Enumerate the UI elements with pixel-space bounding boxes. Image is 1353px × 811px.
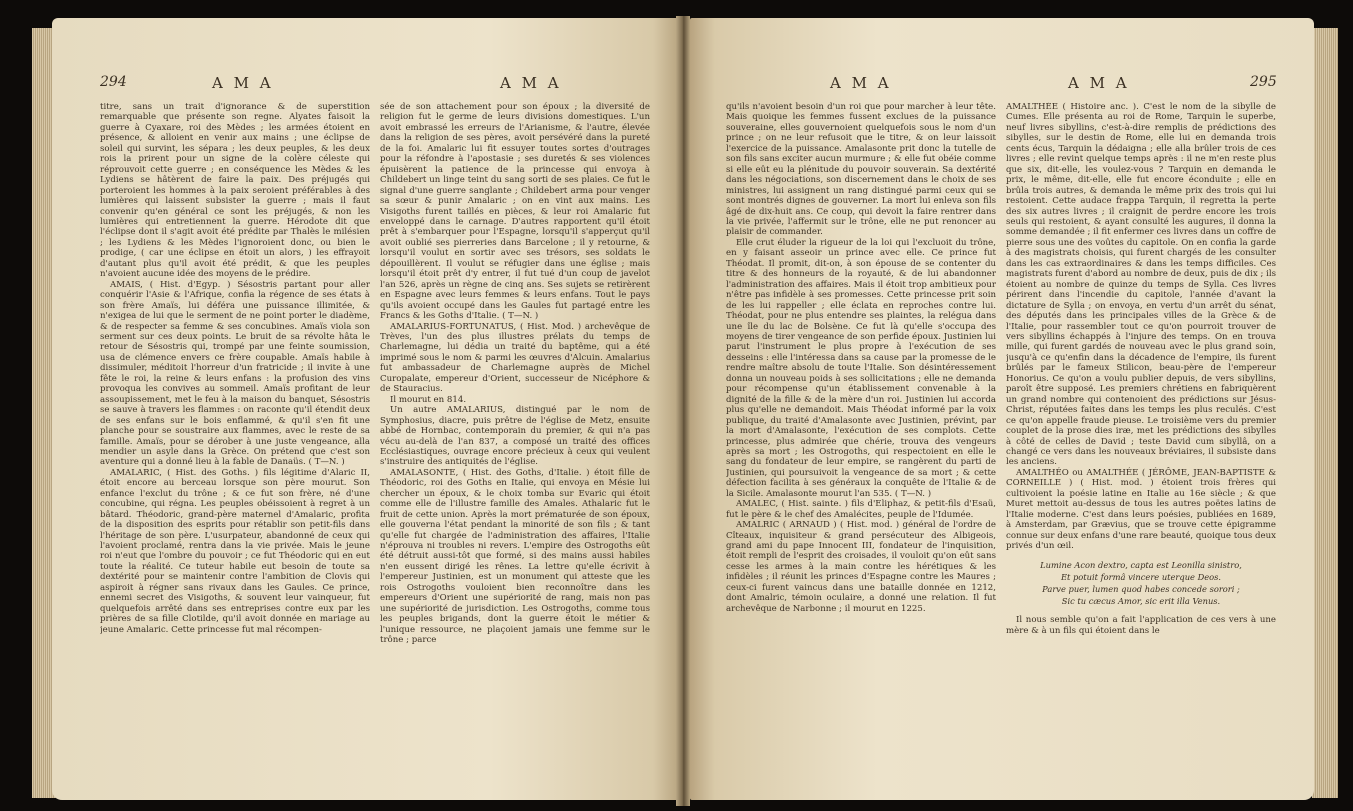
- paragraph: AMALTHÉE ( Histoire anc. ). C'est le nom de la sibylle de Cumes. Elle présenta au roi de Rome, Tarquin le superbe, neuf livres sibyllins, c'est-à-dire remplis de prédictions des sibylles, sur le destin de Rome, elle lui en demanda trois cents écus, Tarquin la dédaigna ; elle alla brûler trois de ces livres ; elle revint quelque temps après : il ne m'en reste plus que six, dit-elle, les voulez-vous ? Tarquin en demanda le prix, le même, dit-elle, elle fut encore éconduite ; elle en brûla trois autres, & demanda le même prix des trois qui lui restoient. Cette audace frappa Tarquin, il regretta la perte des six autres livres ; il craignit de perdre encore les trois seuls qui restoient, & ayant consulté les augures, il donna la somme demandée ; il fit enfermer ces livres dans un coffre de pierre sous une des voûtes du capitole. On en confia la garde à des magistrats choisis, qui furent chargés de les consulter dans les cas extraordinaires & dans les temps difficiles. Ces magistrats furent d'abord au nombre de deux, puis de dix ; ils étoient au nombre de quinze du temps de Sylla. Ces livres périrent dans l'incendie du capitole, l'année d'avant la dictature de Sylla ; on envoya, en vertu d'un arrêt du sénat, des députés dans les principales villes de la Grèce & de l'Italie, pour rassembler tout ce qu'on pourroit trouver de vers sibyllins échappés à l'injure des temps. On en trouva mille, qui furent gardés de nouveau avec le plus grand soin, jusqu'à ce qu'enfin dans la décadence de l'empire, ils furent brûlés par le fameux Stilicon, beau-père de l'empereur Honorius. Ce qu'on a voulu publier depuis, de vers sibyllins, paroît être supposé. Les premiers chrétiens en fabriquèrent un grand nombre qui contenoient des prédictions sur Jésus-Christ, réputées faites dans les temps les plus reculés. C'est ce qu'on appelle fraude pieuse. Le troisième vers du premier couplet de la prose dies iræ, met les prédictions des sibylles à côté de celles de David ; teste David cum sibyllâ, on a changé ce vers dans les nouveaux bréviaires, il subsiste dans les anciens.: [1006, 102, 1276, 468]
- right-page-column-1: [726, 102, 996, 782]
- latin-epigram: [1006, 559, 1276, 607]
- paragraph: AMALASONTE, ( Hist. des Goths, d'Italie. ) étoit fille de Théodoric, roi des Goths en Italie, qui envoya en Mésie lui chercher un époux, & le choix tomba sur Evaric qui étoit comme elle de l'illustre famille des Amales. Athalaric fut le fruit de cette union. Après la mort prématurée de son époux, elle gouverna l'état pendant la minorité de son fils ; & tant qu'elle fut chargée de l'administration des affaires, l'Italie n'éprouva ni troubles ni revers. L'empire des Ostrogoths eût été détruit aussi-tôt que formé, si des mains aussi habiles n'en eussent dirigé les rênes. La lettre qu'elle écrivit à l'empereur Justinien, est un monument qui atteste que les rois Ostrogoths vouloient bien reconnoître dans les empereurs d'Orient une supériorité de rang, mais non pas une supériorité de jurisdiction. Les Ostrogoths, comme tous les peuples brigands, dont la guerre étoit le métier & l'unique ressource, ne plaçoient jamais une femme sur le trône ; parce: [380, 467, 650, 646]
- left-page-column-1: [100, 102, 370, 782]
- paragraph: AMAIS, ( Hist. d'Egyp. ) Sésostris partant pour aller conquérir l'Asie & l'Afrique, confia la régence de ses états à son frère Amaïs, lui déféra une puissance illimitée, & n'exigea de lui que le serment de ne point porter le diadème, & de respecter sa femme & ses concubines. Amaïs viola son serment sur ces deux points. Le bruit de sa révolte hâta le retour de Sésostris qui, trompé par une feinte soumission, usa de clémence envers ce frère coupable. Amaïs habile à dissimuler, méditoit l'horreur d'un fratricide ; il invite à une fête le roi, la reine & leurs enfans : la profusion des vins provoqua les convives au sommeil. Amaïs profitant de leur assoupissement, met le feu à la maison du banquet, Sésostris se sauve à travers les flammes : on raconte qu'il étendit deux de ses enfans sur le bois enflammé, & qu'il s'en fit une planche pour se soustraire aux flammes, avec le reste de sa famille. Amaïs, pour se dérober à une juste vengeance, alla mendier un asyle dans la Grèce. On prétend que c'est son aventure qui a donné lieu à la fable de Danaüs. ( T—N. ): [100, 279, 370, 468]
- paragraph: sée de son attachement pour son époux ; la diversité de religion fut le germe de leurs divisions domestiques. L'un avoit embrassé les erreurs de l'Arianisme, & l'autre, élevée dans la religion de ses pères, avoit persévéré dans la pureté de la foi. Amalaric lui fit essuyer toutes sortes d'outrages pour la réfondre à l'apostasie ; ses duretés & ses violences épuisèrent la patience de la princesse qui envoya à Childebert un linge teint du sang sorti de ses plaies. Ce fut le signal d'une guerre sanglante ; Childebert arma pour venger sa sœur & punir Amalaric ; on en vint aux mains. Les Visigoths furent taillés en pièces, & leur roi Amalaric fut enveloppé dans le carnage. D'autres rapportent qu'il étoit prêt à s'embarquer pour l'Espagne, lorsqu'il s'apperçut qu'il avoit oublié ses pierreries dans Barcelone ; il y retourne, & lorsqu'il voulut en sortir avec ses trésors, ses soldats le dépouillèrent. Il voulut se réfugier dans une église ; mais lorsqu'il étoit prêt d'y entrer, il fut tué d'un coup de javelot l'an 526, après un règne de cinq ans. Ses sujets se retirèrent en Espagne avec leurs femmes & leurs enfans. Tout le pays qu'ils avoient occupé dans les Gaules fut partagé entre les Francs & les Goths d'Italie. ( T—N. ): [380, 102, 650, 322]
- right-page-column-2: [1006, 102, 1276, 782]
- right-page-edges: [1312, 28, 1338, 798]
- verse-line: Sic tu cæcus Amor, sic erit illa Venus.: [1061, 596, 1221, 607]
- right-page: [690, 18, 1314, 800]
- verse-line: Et potuit formâ vincere uterque Deos.: [1060, 572, 1222, 583]
- paragraph: Il mourut en 814.: [390, 394, 467, 405]
- left-page: [52, 18, 678, 800]
- paragraph: titre, sans un trait d'ignorance & de superstition remarquable que présente son regne. Alyates faisoit la guerre à Cyaxare, roi des Mèdes ; les armées étoient en présence, & alloient en venir aux mains ; une éclipse de soleil qui survint, les sépara ; les deux peuples, & les deux rois la prirent pour un signe de la colère céleste qui réprouvoit cette guerre ; en conséquence les Mèdes & les Lydiens se hâtèrent de faire la paix. Des préjugés qui porteroient les hommes à la paix seroient préférables à des lumières qui laissent subsister la guerre ; mais il faut convenir qu'en général ce sont les préjugés, & non les lumières qui entretiennent la guerre. Hérodote dit que l'éclipse dont il s'agit avoit été prédite par Thalès le milésien ; les Lydiens & les Mèdes l'ignoroient donc, ou bien le prodige, ( car une éclipse en étoit un alors, ) les effrayoit d'autant plus qu'il avoit été prédit, & que les peuples n'avoient aucune idée des moyens de le prédire.: [100, 102, 370, 280]
- left-page-column-2: [380, 102, 650, 782]
- open-book: [14, 6, 1342, 806]
- paragraph: qu'ils n'avoient besoin d'un roi que pour marcher à leur tête. Mais quoique les femmes fussent exclues de la puissance souveraine, elles gouvernoient quelquefois sous le nom d'un prince ; on ne leur refusoit que le titre, & on leur laissoit l'exercice de la puissance. Amalasonte prit donc la tutelle de son fils sans exciter aucun murmure ; & elle fut obéie comme si elle eût eu la plénitude du pouvoir souverain. Sa dextérité dans les négociations, son discernement dans le choix de ses ministres, lui assignent un rang distingué parmi ceux qui se sont montrés dignes de gouverner. La mort lui enleva son fils âgé de dix-huit ans. Ce coup, qui devoit la faire rentrer dans la vie privée, l'affermit sur le trône, elle ne put renoncer au plaisir de commander.: [726, 102, 996, 238]
- running-head-left-2: A M A: [500, 74, 562, 92]
- running-head-left-1: A M A: [212, 74, 274, 92]
- paragraph: AMALEC, ( Hist. sainte. ) fils d'Eliphaz, & petit-fils d'Esaü, fut le père & le chef des Amalécites, peuple de l'Idumée.: [726, 499, 996, 520]
- paragraph: AMALARIC, ( Hist. des Goths. ) fils légitime d'Alaric II, étoit encore au berceau lorsque son père mourut. Son enfance l'exclut du trône ; & ce fut son frère, né d'une concubine, qui régna. Les peuples obéissoient à regret à un bâtard. Théodoric, grand-père maternel d'Amalaric, profita de la disposition des esprits pour rétablir son petit-fils dans l'héritage de son père. L'usurpateur, abandonné de ceux qui l'avoient proclamé, rentra dans la vie privée. Mais le jeune roi n'eut que l'ombre du pouvoir ; ce fut Théodoric qui en eut toute la réalité. Ce tuteur habile eut besoin de toute sa dextérité pour se maintenir contre l'ambition de Clovis qui aspiroit à régner sans rivaux dans les Gaules. Ce prince, ennemi secret des Visigoths, & souvent leur vainqueur, fut quelquefois arrêté dans ses entreprises contre eux par les prières de sa fille Clotilde, qu'il avoit donnée en mariage au jeune Amalaric. Cette princesse fut mal récompen-: [100, 467, 370, 635]
- running-head-right-1: A M A: [830, 74, 892, 92]
- right-page-header: [690, 74, 1314, 96]
- book-spine: [676, 16, 690, 806]
- paragraph: Elle crut éluder la rigueur de la loi qui l'excluoit du trône, en y faisant asseoir un prince avec elle. Ce prince fut Théodat. Il promit, dit-on, à son épouse de se contenter du titre & des honneurs de la royauté, & de lui abandonner l'administration des affaires. Mais il étoit trop ambitieux pour n'être pas infidèle à ses promesses. Cette princesse prit soin de les lui rappeller ; elle éclata en reproches contre lui. Théodat, pour ne plus entendre ses plaintes, la relégua dans une île du lac de Bolsène. Ce fut là qu'elle s'occupa des moyens de tirer vengeance de son perfide époux. Justinien lui parut l'instrument le plus propre à l'exécution de ses desseins : elle l'intéressa dans sa cause par la promesse de le rendre maître absolu de toute l'Italie. Son désintéressement donna un nouveau poids à ses sollicitations ; elle ne demanda pour récompense qu'un établissement convenable à la dignité de la fille & de la mère d'un roi. Justinien lui accorda plus qu'elle ne demandoit. Mais Théodat informé par la voix publique, du traité d'Amalasonte avec Justinien, prévint, par la mort d'Amalasonte, l'exécution de ses complots. Cette princesse, plus admirée que chérie, trouva des vengeurs après sa mort ; les Ostrogoths, qui respectoient en elle le sang du fondateur de leur empire, se rangèrent du parti de Justinien, qui poursuivoit la vengeance de sa mort ; & cette défection facilita à ses généraux la conquête de l'Italie & de la Sicile. Amalasonte mourut l'an 535. ( T—N. ): [726, 237, 996, 499]
- verse-line: Lumine Acon dextro, capta est Leonilla sinistro,: [1040, 560, 1242, 571]
- paragraph: AMALRIC ( ARNAUD ) ( Hist. mod. ) général de l'ordre de Cîteaux, inquisiteur & grand persécuteur des Albigeois, grand ami du pape Innocent III, fondateur de l'inquisition, étoit rempli de l'esprit des croisades, il vouloit qu'on eût sans cesse les armes à la main contre les hérétiques & les infidèles ; il réunit les princes d'Espagne contre les Maures ; ceux-ci furent vaincus dans une bataille donnée en 1212, dont Amalric, témoin oculaire, a donné une relation. Il fut archevêque de Narbonne ; il mourut en 1225.: [726, 520, 996, 614]
- running-head-right-2: A M A: [1068, 74, 1130, 92]
- page-number-right: 295: [1250, 74, 1277, 90]
- paragraph: AMALTHÉO ou AMALTHÉE ( JÉRÔME, JEAN-BAPTISTE & CORNEILLE ) ( Hist. mod. ) étoient trois frères qui cultivoient la poésie latine en Italie au 16e siècle ; & que Muret mettoit au-dessus de tous les autres poëtes latins de l'Italie moderne. C'est dans leurs poésies, publiées en 1689, à Amsterdam, par Grævius, que se trouve cette épigramme connue sur deux enfans d'une rare beauté, quoique tous deux privés d'un œil.: [1006, 467, 1276, 552]
- paragraph: AMALARIUS-FORTUNATUS, ( Hist. Mod. ) archevêque de Trèves, l'un des plus illustres prélats du temps de Charlemagne, lui dédia un traité du baptême, qui a été imprimé sous le nom & parmi les œuvres d'Alcuin. Amalarius fut ambassadeur de Charlemagne auprès de Michel Curopalate, empereur d'Orient, successeur de Nicéphore & de Stauracius.: [380, 321, 650, 395]
- verse-line: Parve puer, lumen quod habes concede sorori ;: [1042, 584, 1240, 595]
- page-number-left: 294: [100, 74, 127, 90]
- paragraph: Un autre AMALARIUS, distingué par le nom de Symphosius, diacre, puis prêtre de l'église de Metz, ensuite abbé de Hornbac, contemporain du premier, & qui n'a pas vécu au-delà de l'an 837, a composé un traité des offices Ecclésiastiques, ouvrage encore précieux à ceux qui veulent s'instruire des antiquités de l'église.: [380, 405, 650, 468]
- left-page-header: [52, 74, 678, 96]
- paragraph: Il nous semble qu'on a fait l'application de ces vers à une mère & à un fils qui étoient dans le: [1006, 615, 1276, 636]
